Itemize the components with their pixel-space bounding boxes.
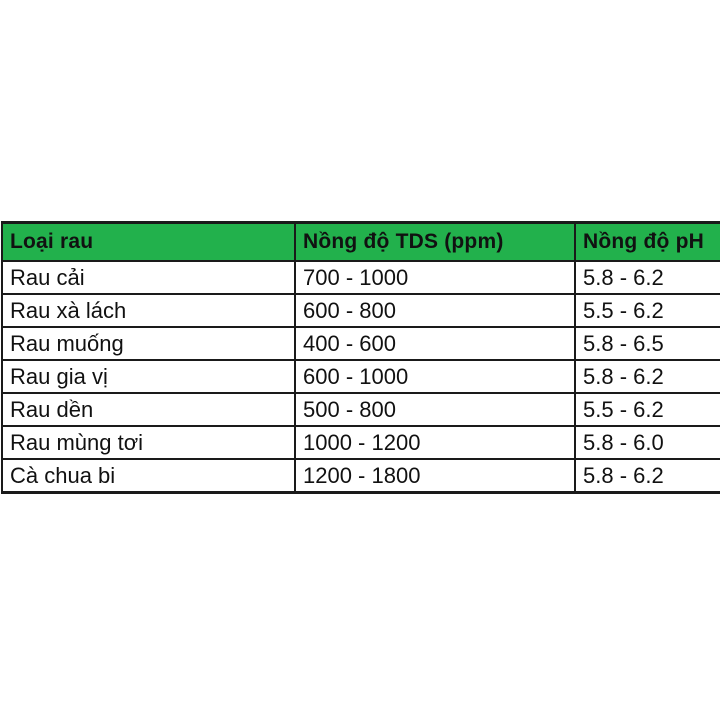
cell-vegetable: Rau xà lách [2, 294, 295, 327]
table-row [2, 360, 720, 393]
table-row [2, 459, 720, 493]
cell-tds: 1200 - 1800 [295, 459, 575, 493]
cell-tds: 400 - 600 [295, 327, 575, 360]
header-vegetable-type: Loại rau [2, 223, 295, 262]
nutrient-table [1, 221, 720, 494]
cell-ph: 5.8 - 6.5 [575, 327, 720, 360]
cell-vegetable: Rau cải [2, 261, 295, 294]
cell-tds: 600 - 800 [295, 294, 575, 327]
cell-ph: 5.8 - 6.2 [575, 261, 720, 294]
cell-ph: 5.8 - 6.0 [575, 426, 720, 459]
cell-vegetable: Cà chua bi [2, 459, 295, 493]
cell-ph: 5.8 - 6.2 [575, 360, 720, 393]
cell-ph: 5.5 - 6.2 [575, 393, 720, 426]
cell-tds: 700 - 1000 [295, 261, 575, 294]
header-tds-concentration: Nồng độ TDS (ppm) [295, 223, 575, 262]
cell-tds: 500 - 800 [295, 393, 575, 426]
cell-ph: 5.8 - 6.2 [575, 459, 720, 493]
table-row [2, 261, 720, 294]
cell-tds: 600 - 1000 [295, 360, 575, 393]
cell-ph: 5.5 - 6.2 [575, 294, 720, 327]
cell-tds: 1000 - 1200 [295, 426, 575, 459]
table-row [2, 393, 720, 426]
cell-vegetable: Rau muống [2, 327, 295, 360]
table-row [2, 294, 720, 327]
table-row [2, 426, 720, 459]
header-row [2, 223, 720, 262]
cell-vegetable: Rau mùng tơi [2, 426, 295, 459]
table-row [2, 327, 720, 360]
cell-vegetable: Rau dền [2, 393, 295, 426]
cell-vegetable: Rau gia vị [2, 360, 295, 393]
header-ph-level: Nồng độ pH [575, 223, 720, 262]
